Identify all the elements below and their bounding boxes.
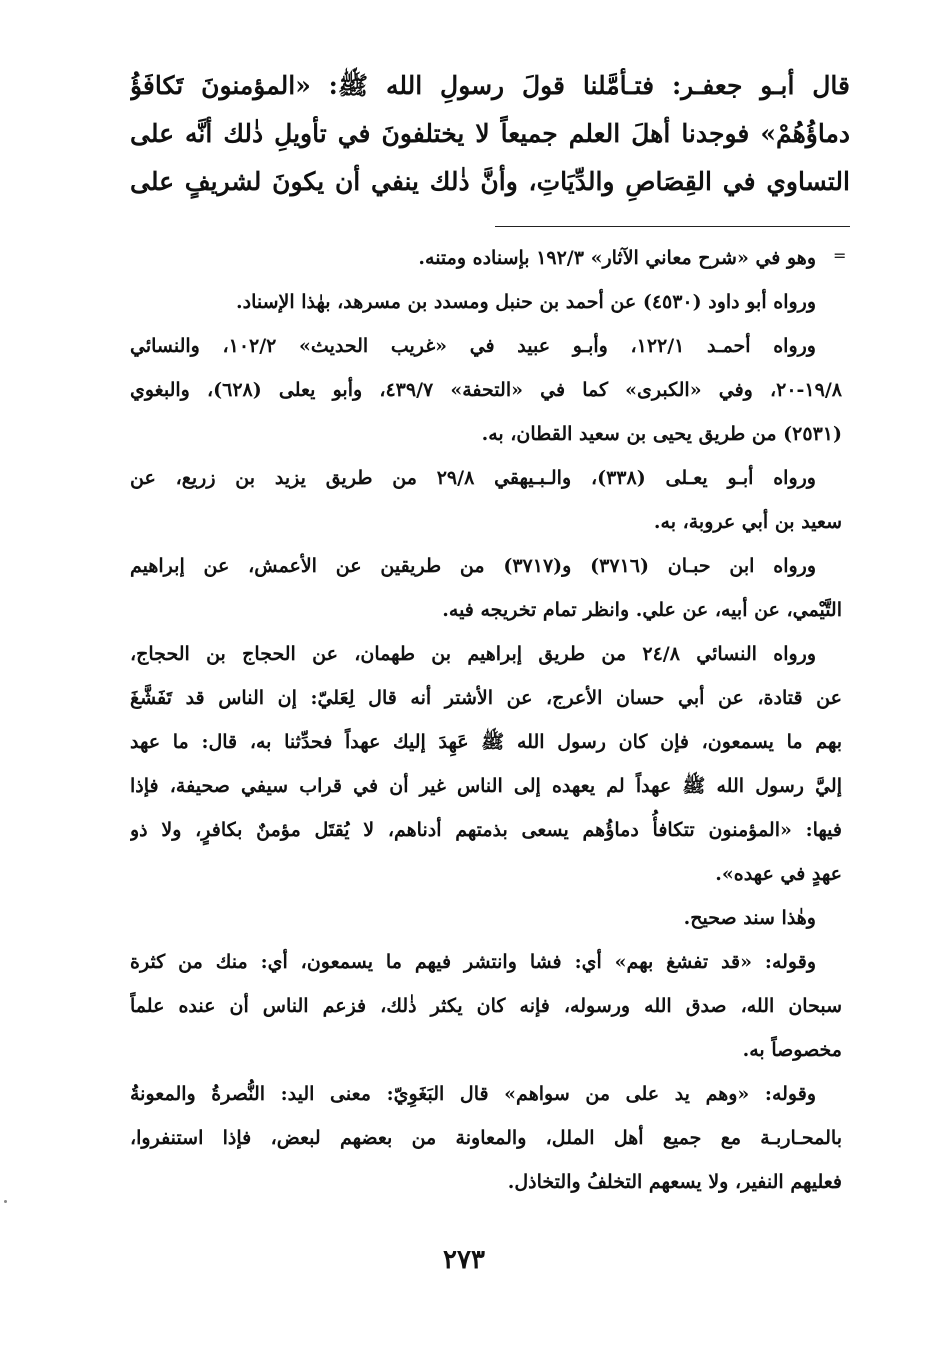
footnote-line: سعيد بن أبي عروبة، به. — [653, 511, 842, 533]
footnote-line: وقوله: «قد تفشغ بهم» أي: فشا وانتشر فيهم ما يسمعون، أي: منك من كثرة — [130, 951, 816, 973]
footnote-line: عن قتادة، عن أبي حسان الأعرج، عن الأشتر أنه قال لِعَليّ: إن الناس قد تَفَشَّغَ — [130, 687, 842, 709]
footnote-line: فعليهم النفير، ولا يسعهم التخلفُ والتخاذل. — [507, 1171, 842, 1193]
main-text-line: دماؤُهُمْ» فوجدنا أهلَ العلم جميعاً لا يختلفونَ في تأويلِ ذٰلك أنَّه على — [130, 119, 850, 148]
footnote-line: فيها: «المؤمنون تتكافأُ دماؤُهم يسعى بذمتهم أدناهم، لا يُقتَل مؤمنٌ بكافرٍ، ولا ذو — [130, 819, 842, 841]
main-text-block — [130, 62, 850, 206]
footnote-line: (٢٥٣١) من طريق يحيى بن سعيد القطان، به. — [481, 423, 842, 445]
footnote-line: مخصوصاً به. — [742, 1039, 842, 1061]
footnote-line: إليَّ رسول الله ﷺ عهداً لم يعهده إلى الناس غير أن في قراب سيفي صحيفة، فإذا — [130, 775, 842, 797]
footnote-line: ورواه أحمـد ١٢٢/١، وأبـو عبيد في «غريب الحديث» ١٠٢/٢، والنسائي — [130, 335, 816, 357]
scan-speck — [4, 1200, 7, 1203]
footnote-continuation-mark: = — [833, 246, 847, 265]
footnotes-block — [130, 236, 842, 1204]
footnote-line: بهم ما يسمعون، فإن كان رسول الله ﷺ عَهِدَ إليك عهداً فحدِّثنا به، قال: ما عهد — [130, 731, 842, 753]
footnote-line: وهو في «شرح معاني الآثار» ١٩٢/٣ بإسناده ومتنه. — [418, 247, 816, 269]
footnote-line: ١٩/٨-٢٠، وفي «الكبرى» كما في «التحفة» ٤٣٩/٧، وأبو يعلى (٦٢٨)، والبغوي — [130, 379, 842, 401]
page-number: ٢٧٣ — [443, 1245, 485, 1275]
footnote-line: التَّيْمي، عن أبيه، عن علي. وانظر تمام تخريجه فيه. — [442, 599, 842, 621]
main-text-line: قال أبـو جعفـر: فتـأمَّلنا قولَ رسولِ الله ﷺ: «المؤمنونَ تَكافَؤُ — [130, 71, 850, 100]
main-text-line: التساوي في القِصَاصِ والدِّيَاتِ، وأنَّ ذٰلك ينفي أن يكونَ لشريفٍ على — [130, 167, 850, 196]
footnote-line: ورواه ابن حبـان (٣٧١٦) و(٣٧١٧) من طريقين عن الأعمش، عن إبراهيم — [130, 555, 816, 577]
footnote-line: بالمحـاربـة مع جميع أهل الملل، والمعاونة من بعضهم لبعض، فإذا استنفروا، — [130, 1127, 842, 1149]
footnote-line: سبحان الله، صدق الله ورسوله، فإنه كان يكثر ذٰلك، فزعم الناس أن عنده علماً — [130, 995, 842, 1017]
footnote-line: وهٰذا سند صحيح. — [683, 907, 816, 929]
footnote-line: عهدٍ في عهده». — [715, 863, 842, 885]
footnote-line: ورواه النسائي ٢٤/٨ من طريق إبراهيم بن طهمان، عن الحجاج بن الحجاج، — [130, 643, 816, 665]
footnote-line: ورواه أبـو يعـلى (٣٣٨)، والـبـيهقي ٢٩/٨ من طريق يزيد بن زريع، عن — [130, 467, 816, 489]
footnote-line: وقوله: «وهم يد على من سواهم» قال البَغَوِيّ: معنى اليد: النُّصرةُ والمعونةُ — [130, 1083, 816, 1105]
footnote-line: ورواه أبو داود (٤٥٣٠) عن أحمد بن حنبل ومسدد بن مسرهد، بهٰذا الإسناد. — [236, 291, 816, 313]
footnote-divider — [495, 226, 850, 227]
